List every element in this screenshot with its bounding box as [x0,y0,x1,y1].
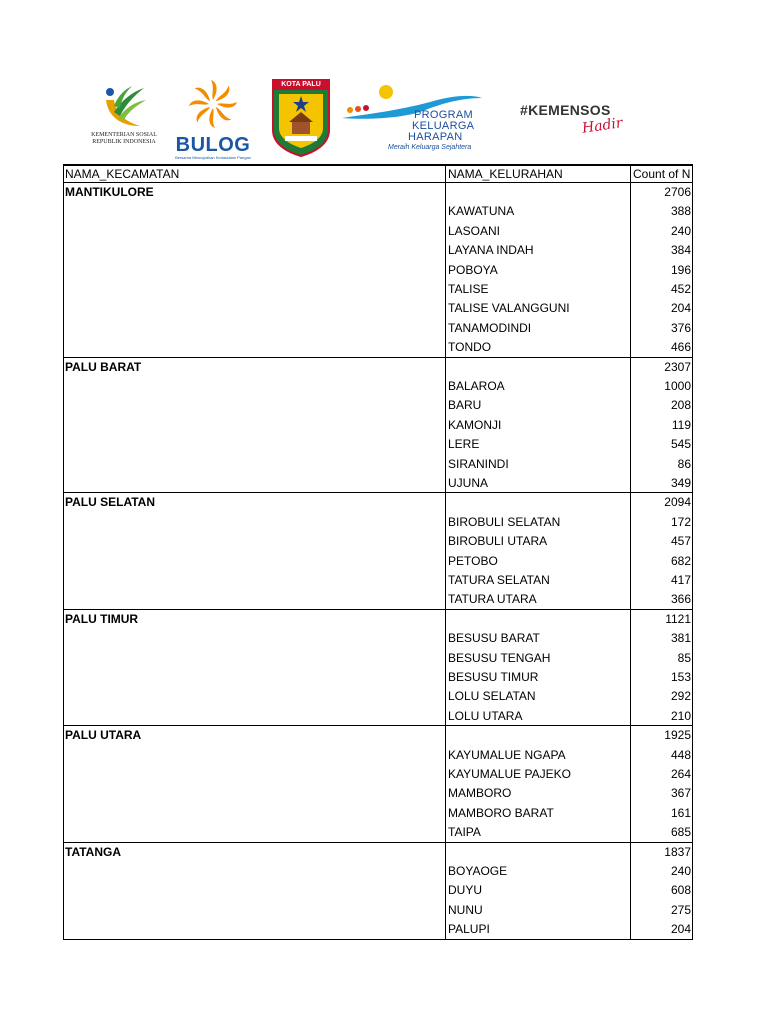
table-row [63,474,693,493]
kota-palu-shield-icon [271,78,333,158]
kecamatan-name: MANTIKULORE [65,185,154,199]
kelurahan-count: 452 [670,282,691,296]
kelurahan-name: TALISE [448,282,489,296]
kecamatan-total: 1837 [664,844,691,859]
kelurahan-count: 457 [670,534,691,549]
kecamatan-total: 2706 [664,185,691,199]
table-row [63,687,693,706]
kelurahan-count: 545 [670,437,691,452]
kelurahan-name: PETOBO [448,553,498,568]
kelurahan-name: BOYAOGE [448,863,508,878]
kelurahan-count: 85 [677,650,691,665]
header-kecamatan: NAMA_KECAMATAN [65,167,180,181]
table-row [63,396,693,415]
kelurahan-count: 196 [670,262,691,277]
table-border-right [692,164,693,940]
table-row [63,901,693,920]
table-row [63,435,693,454]
kelurahan-name: BESUSU TIMUR [448,669,539,684]
bulog-logo [174,78,252,158]
kelurahan-count: 204 [670,301,691,316]
kelurahan-count: 466 [670,340,691,355]
table-row [63,377,693,396]
table-row [63,319,693,338]
kelurahan-count: 86 [677,456,691,471]
bulog-tagline: Bersama Mewujudkan Kedaulatan Pangan [175,155,251,160]
kelurahan-count: 376 [670,320,691,335]
kecamatan-name: PALU BARAT [65,359,142,374]
table-row [63,804,693,823]
table-row [63,552,693,571]
kelurahan-name: BARU [448,398,482,413]
kelurahan-name: LERE [448,437,480,452]
kelurahan-count: 204 [670,922,691,937]
kelurahan-count: 240 [670,863,691,878]
header-count: Count of N [633,167,691,181]
kelurahan-count: 264 [670,766,691,781]
kelurahan-count: 381 [670,631,691,646]
kelurahan-name: TANAMODINDI [448,320,532,335]
table-row [63,765,693,784]
kelurahan-count: 153 [670,669,691,684]
kelurahan-name: KAYUMALUE PAJEKO [448,766,571,781]
kecamatan-total: 1925 [664,728,691,743]
kecamatan-group [63,358,693,494]
kelurahan-count: 1000 [664,378,691,393]
kelurahan-count: 119 [671,417,691,432]
table-row [63,881,693,900]
kecamatan-total: 2307 [664,359,691,374]
table-row [63,280,693,299]
kelurahan-name: BESUSU TENGAH [448,650,551,665]
bulog-wordmark: BULOG [175,134,251,156]
kelurahan-name: MAMBORO [448,786,512,801]
kelurahan-count: 172 [670,514,691,529]
kota-palu-banner: KOTA PALU [273,80,329,90]
table-row [63,241,693,260]
table-row [63,920,693,939]
kemensos-logo [84,82,164,154]
table-divider-1 [445,164,446,940]
kelurahan-name: KAWATUNA [448,204,515,219]
table-row [63,222,693,241]
table-row [63,668,693,687]
table-row [63,299,693,318]
pkh-logo [340,84,485,156]
kelurahan-count: 682 [670,553,691,568]
kecamatan-group [63,726,693,842]
kelurahan-count: 366 [670,592,691,607]
pkh-line1: PROGRAM [414,109,473,121]
table-row [63,261,693,280]
kemensos-emblem-icon [100,82,148,132]
kecamatan-total: 2094 [664,495,691,510]
kelurahan-count: 388 [670,204,691,219]
kelurahan-count: 349 [670,475,691,490]
kecamatan-group [63,843,693,940]
kelurahan-name: PALUPI [448,922,490,937]
table-divider-2 [630,164,631,940]
kelurahan-count: 240 [670,223,691,238]
table-row [63,784,693,803]
header-kelurahan: NAMA_KELURAHAN [448,167,563,181]
kelurahan-count: 417 [670,572,691,587]
kelurahan-name: BESUSU BARAT [448,631,540,646]
table-row [63,823,693,842]
kelurahan-name: BALAROA [448,378,505,393]
kecamatan-name: PALU TIMUR [65,611,139,626]
kelurahan-name: POBOYA [448,262,498,277]
kelurahan-name: MAMBORO BARAT [448,805,554,820]
kelurahan-count: 608 [670,883,691,898]
kelurahan-count: 210 [670,708,691,723]
kelurahan-name: LOLU SELATAN [448,689,536,704]
table-row [63,649,693,668]
table-row [63,707,693,726]
kelurahan-count: 384 [670,243,691,258]
kelurahan-name: LOLU UTARA [448,708,523,723]
table-row [63,571,693,590]
kelurahan-name: TONDO [448,340,492,355]
kelurahan-name: TATURA UTARA [448,592,537,607]
table-header [63,164,693,183]
kecamatan-group [63,183,693,358]
pkh-line3: HARAPAN [408,131,463,143]
kelurahan-count: 161 [670,805,691,820]
kelurahan-count: 275 [670,902,691,917]
table-row [63,513,693,532]
kemensos-hadir-logo [520,102,630,150]
hadir-script: Hadir [581,115,624,137]
kelurahan-count: 292 [670,689,691,704]
kelurahan-count: 685 [670,825,691,840]
kelurahan-name: SIRANINDI [448,456,509,471]
bulog-flower-icon [183,78,243,130]
table-row [63,629,693,648]
pivot-table [63,164,693,940]
table-row [63,862,693,881]
kelurahan-name: TATURA SELATAN [448,572,550,587]
hashtag-text: #KEMENSOS [520,102,611,118]
kelurahan-name: UJUNA [448,475,489,490]
kecamatan-group [63,610,693,726]
table-row [63,202,693,221]
table-row [63,532,693,551]
kecamatan-name: PALU SELATAN [65,495,155,510]
table-row [63,416,693,435]
kelurahan-name: BIROBULI SELATAN [448,514,561,529]
kemensos-line2: REPUBLIK INDONESIA [92,139,156,145]
kelurahan-count: 208 [670,398,691,413]
kecamatan-total: 1121 [665,611,691,626]
kelurahan-name: NUNU [448,902,483,917]
kecamatan-name: PALU UTARA [65,728,142,743]
table-row [63,338,693,357]
logo-band [0,0,768,160]
kelurahan-count: 367 [670,786,691,801]
kecamatan-group [63,493,693,609]
table-row [63,590,693,609]
table-row [63,746,693,765]
kelurahan-name: TALISE VALANGGUNI [448,301,570,316]
kelurahan-name: DUYU [448,883,483,898]
kota-palu-crest [271,78,333,158]
kemensos-line1: KEMENTERIAN SOSIAL [91,132,157,138]
kelurahan-name: KAMONJI [448,417,502,432]
kelurahan-name: BIROBULI UTARA [448,534,548,549]
table-row [63,455,693,474]
kelurahan-name: LASOANI [448,223,501,238]
kelurahan-name: KAYUMALUE NGAPA [448,747,566,762]
table-border-left [63,164,64,940]
kelurahan-name: TAIPA [448,825,481,840]
pkh-line2: KELUARGA [412,120,475,132]
kecamatan-name: TATANGA [65,844,121,859]
pkh-tagline: Meraih Keluarga Sejahtera [388,144,472,151]
kelurahan-count: 448 [670,747,691,762]
kelurahan-name: LAYANA INDAH [448,243,534,258]
